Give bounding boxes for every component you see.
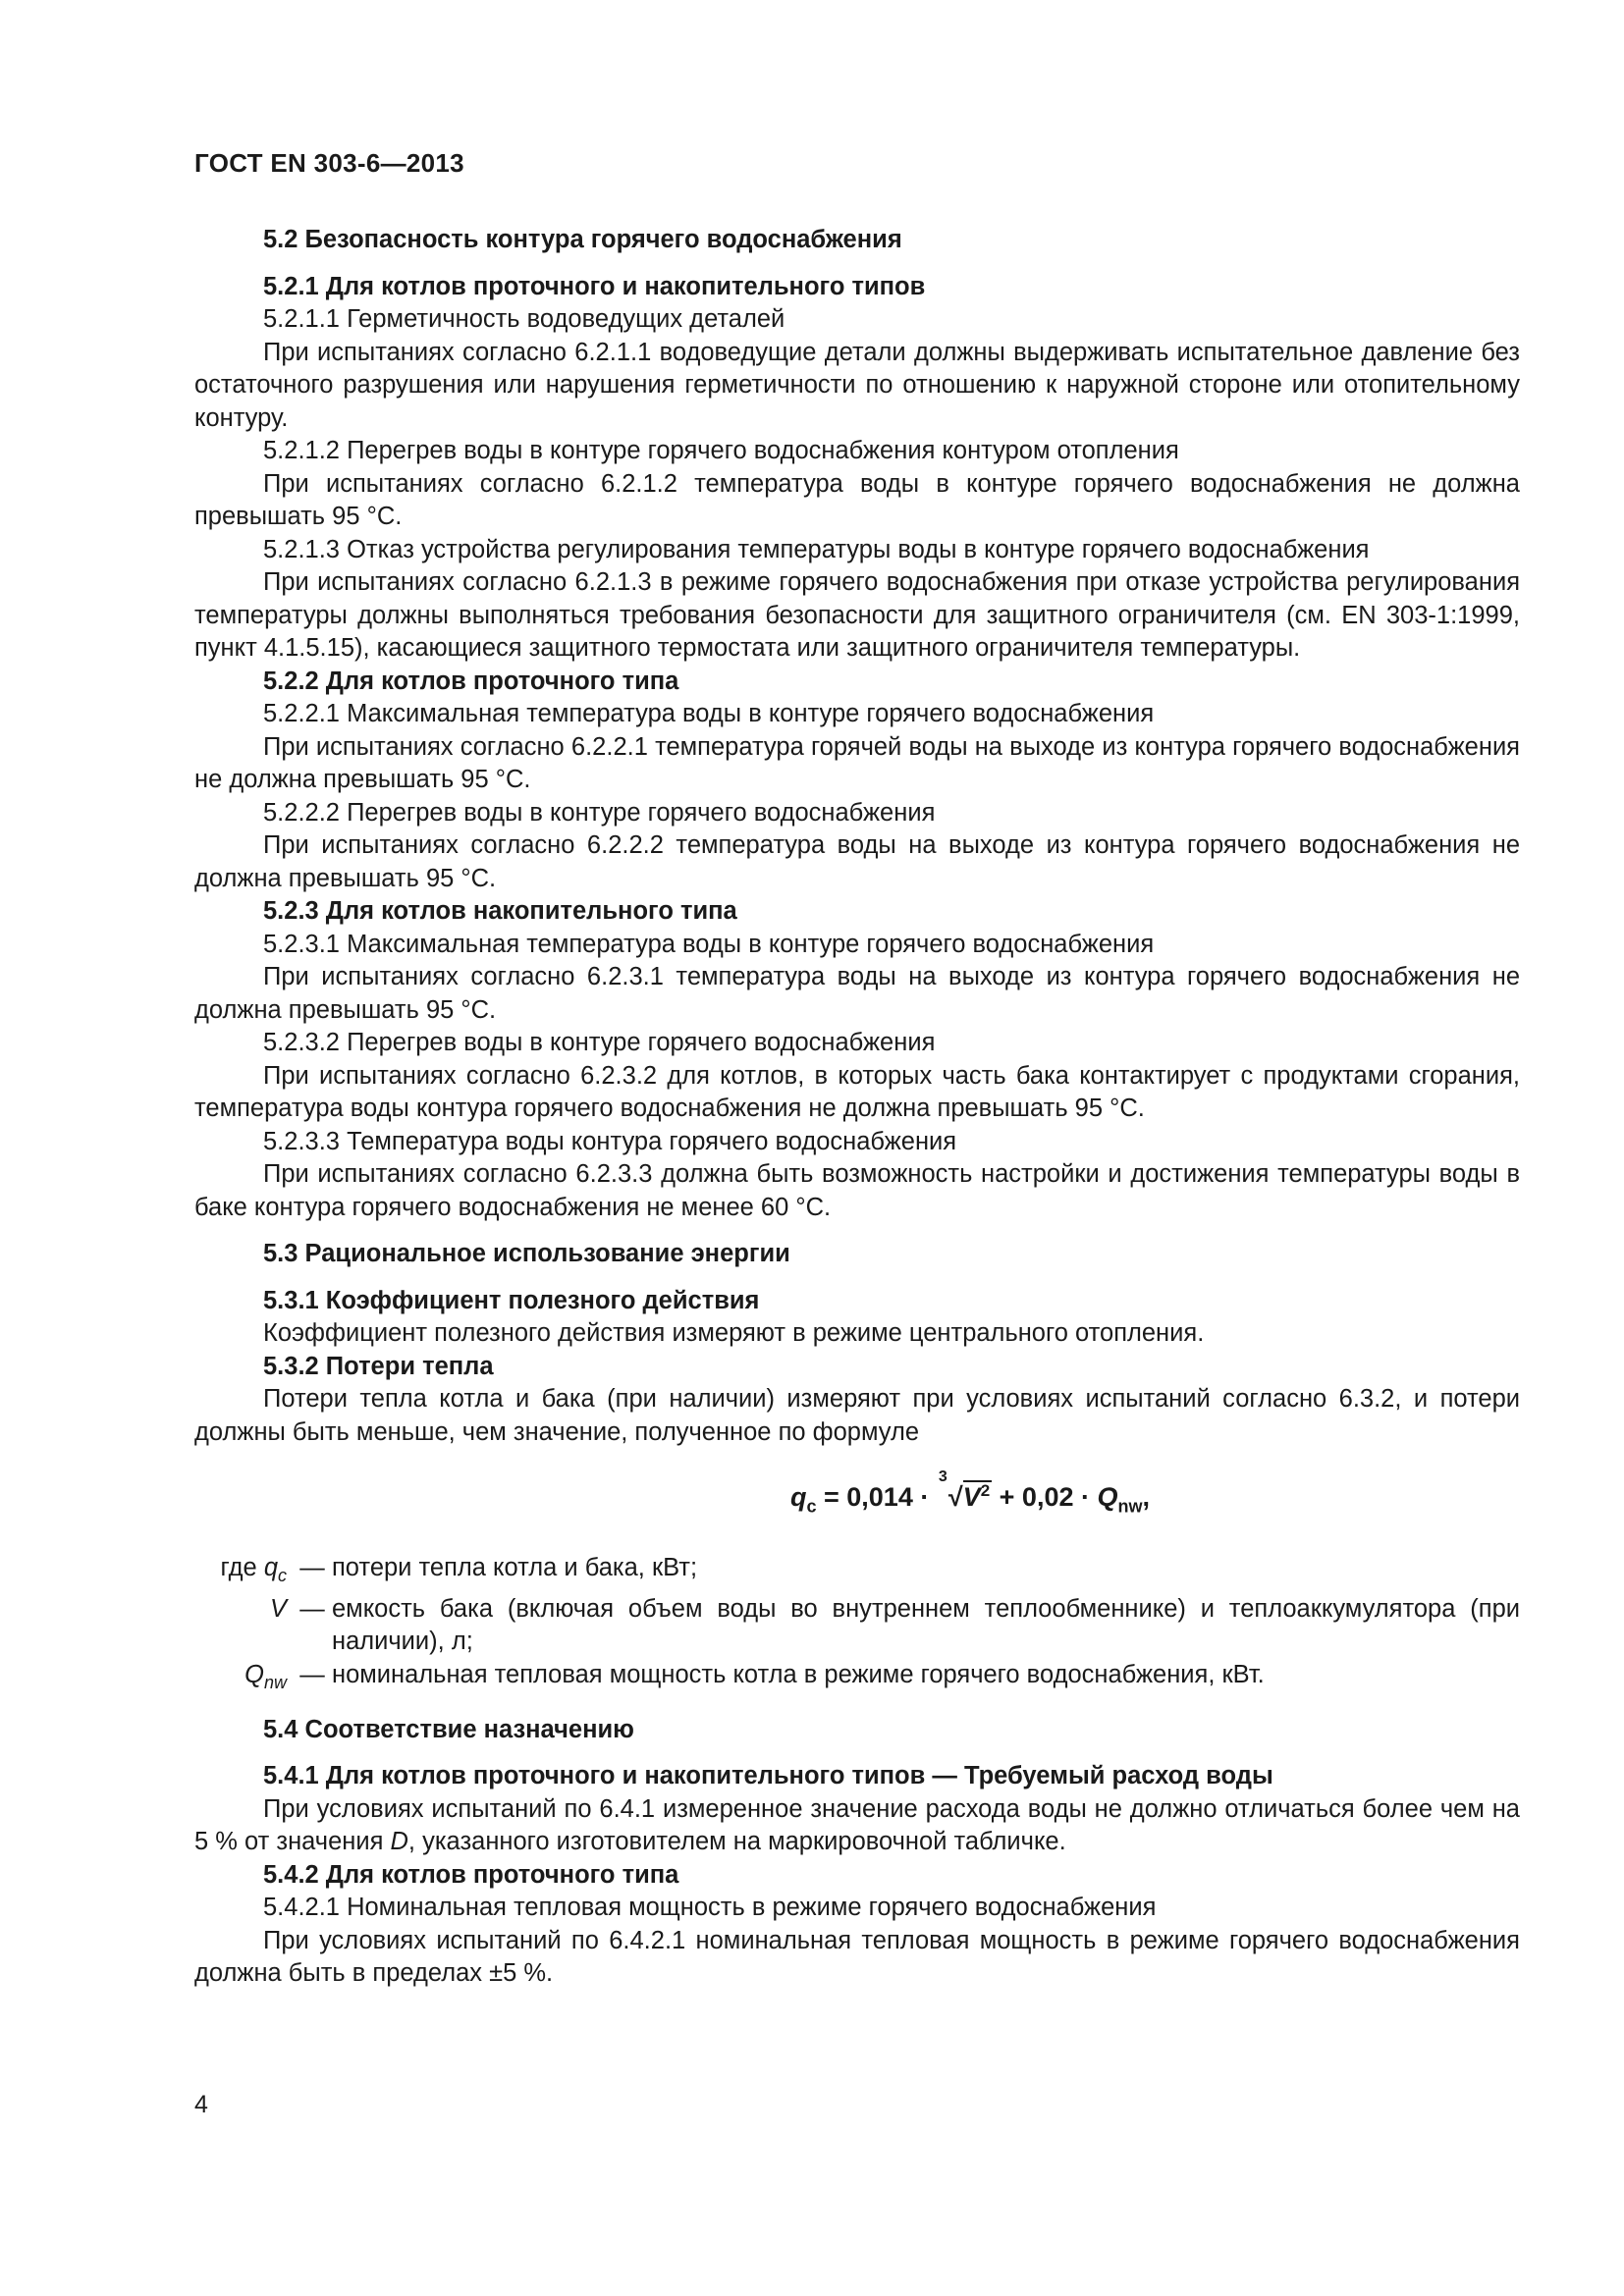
subsection-title: 5.4.1 Для котлов проточного и накопительного типов — Требуемый расход воды <box>263 1762 1273 1790</box>
clause-text: При испытаниях согласно 6.2.2.1 температура горячей воды на выходе из контура горячего водоснабжения не должна превышать 95 °С. <box>194 732 1520 793</box>
root-exp: 2 <box>980 1481 991 1500</box>
root-index: 3 <box>938 1468 947 1485</box>
clause-text: При испытаниях согласно 6.2.1.3 в режиме горячего водоснабжения при отказе устройства регулирования температуры должны выполняться требования безопасности для защитного ограничителя (см. EN 303-1:1999, пункт 4.1.5.15), касающиеся защитного термостата или защитного ограничителя температуры. <box>194 568 1520 662</box>
clause-title: 5.2.3.1 Максимальная температура воды в контуре горячего водоснабжения <box>263 930 1155 958</box>
clause-text: Потери тепла котла и бака (при наличии) измеряют при условиях испытаний согласно 6.3.2, и потери должны быть меньше, чем значение, полученное по формуле <box>194 1385 1520 1446</box>
clause-title: 5.2.2.2 Перегрев воды в контуре горячего водоснабжения <box>263 798 936 827</box>
formula-coef-2: + 0,02 · <box>992 1482 1098 1512</box>
clause-text: При испытаниях согласно 6.2.1.1 водоведущие детали должны выдерживать испытательное давление без остаточного разрушения или нарушения герметичности по отношению к наружной стороне или отопительному контуру. <box>194 338 1520 432</box>
clause-title: 5.2.3.2 Перегрев воды в контуре горячего водоснабжения <box>263 1029 936 1056</box>
where-dash: — <box>299 1594 325 1623</box>
subsection-title: 5.3.2 Потери тепла <box>263 1352 494 1380</box>
variable-d: D <box>390 1828 408 1856</box>
root-base: V <box>962 1482 981 1512</box>
clause-text: При условиях испытаний по 6.4.2.1 номинальная тепловая мощность в режиме горячего водоснабжения должна быть в пределах ±5 %. <box>194 1926 1520 1988</box>
formula-q: Q <box>1097 1482 1118 1512</box>
where-text: емкость бака (включая объем воды во внутреннем теплообменнике) и теплоаккумулятора (при наличии), л; <box>332 1594 1520 1656</box>
page-number: 4 <box>194 2091 208 2118</box>
subsection-title: 5.4.2 Для котлов проточного типа <box>263 1860 679 1889</box>
where-symbol: где $q_c$ <box>220 1554 287 1586</box>
clause-title: 5.2.3.3 Температура воды контура горячего водоснабжения <box>263 1127 957 1155</box>
cube-root <box>937 1467 992 1522</box>
section-title: 5.4 Соответствие назначению <box>263 1715 634 1743</box>
clause-title: 5.2.1.2 Перегрев воды в контуре горячего водоснабжения контуром отопления <box>263 437 1179 464</box>
formula-lhs: q <box>789 1482 807 1512</box>
where-text: потери тепла котла и бака, кВт; <box>332 1554 698 1582</box>
formula-end: , <box>1142 1482 1151 1512</box>
clause-text: При условиях испытаний по 6.4.1 измеренное значение расхода воды не должно отличаться более чем на 5 % от значения D, указанного изготовителем на маркировочной табличке. <box>194 1794 1520 1856</box>
clause-text: Коэффициент полезного действия измеряют в режиме центрального отопления. <box>263 1319 1205 1347</box>
formula-lhs-sub: c <box>806 1496 817 1517</box>
clause-text: При испытаниях согласно 6.2.1.2 температура воды в контуре горячего водоснабжения не должна превышать 95 °С. <box>194 469 1520 530</box>
clause-text: При испытаниях согласно 6.2.3.2 для котлов, в которых часть бака контактирует с продуктами сгорания, температура воды контура горячего водоснабжения не должна превышать 95 °С. <box>194 1061 1520 1122</box>
formula-coef-1: = 0,014 · <box>816 1482 937 1512</box>
where-text: номинальная тепловая мощность котла в режиме горячего водоснабжения, кВт. <box>332 1660 1265 1688</box>
clause-text: При испытаниях согласно 6.2.3.1 температура воды на выходе из контура горячего водоснабжения не должна превышать 95 °С. <box>194 963 1520 1024</box>
clause-text: При испытаниях согласно 6.2.2.2 температура воды на выходе из контура горячего водоснабжения не должна превышать 95 °С. <box>194 831 1520 892</box>
where-dash: — <box>299 1554 325 1582</box>
clause-text: При испытаниях согласно 6.2.3.3 должна быть возможность настройки и достижения температуры воды в баке контура горячего водоснабжения не менее 60 °С. <box>194 1160 1520 1221</box>
document-id: ГОСТ EN 303-6—2013 <box>194 148 464 178</box>
clause-title: 5.2.1.3 Отказ устройства регулирования температуры воды в контуре горячего водоснабжения <box>263 535 1370 563</box>
subsection-title: 5.2.3 Для котлов накопительного типа <box>263 897 737 925</box>
where-symbol: $Q_{nw}$ <box>244 1660 287 1693</box>
subsection-title: 5.2.1 Для котлов проточного и накопительного типов <box>263 272 926 300</box>
section-title: 5.3 Рациональное использование энергии <box>263 1240 790 1267</box>
where-symbol: V <box>269 1594 287 1623</box>
formula-q-sub: nw <box>1117 1496 1143 1517</box>
clause-title: 5.2.2.1 Максимальная температура воды в контуре горячего водоснабжения <box>263 700 1155 727</box>
clause-title: 5.2.1.1 Герметичность водоведущих деталей <box>263 305 785 333</box>
where-dash: — <box>299 1660 325 1688</box>
radicand <box>963 1480 992 1512</box>
where-legend <box>194 1552 1520 1699</box>
section-title: 5.2 Безопасность контура горячего водоснабжения <box>263 226 902 253</box>
heat-loss-formula <box>194 1467 1520 1530</box>
subsection-title: 5.3.1 Коэффициент полезного действия <box>263 1286 760 1314</box>
clause-title: 5.4.2.1 Номинальная тепловая мощность в режиме горячего водоснабжения <box>263 1894 1157 1922</box>
subsection-title: 5.2.2 Для котлов проточного типа <box>263 667 679 695</box>
document-body <box>194 224 1520 1991</box>
radical-sign-icon: √ <box>947 1482 963 1512</box>
where-word: где <box>220 1554 257 1582</box>
